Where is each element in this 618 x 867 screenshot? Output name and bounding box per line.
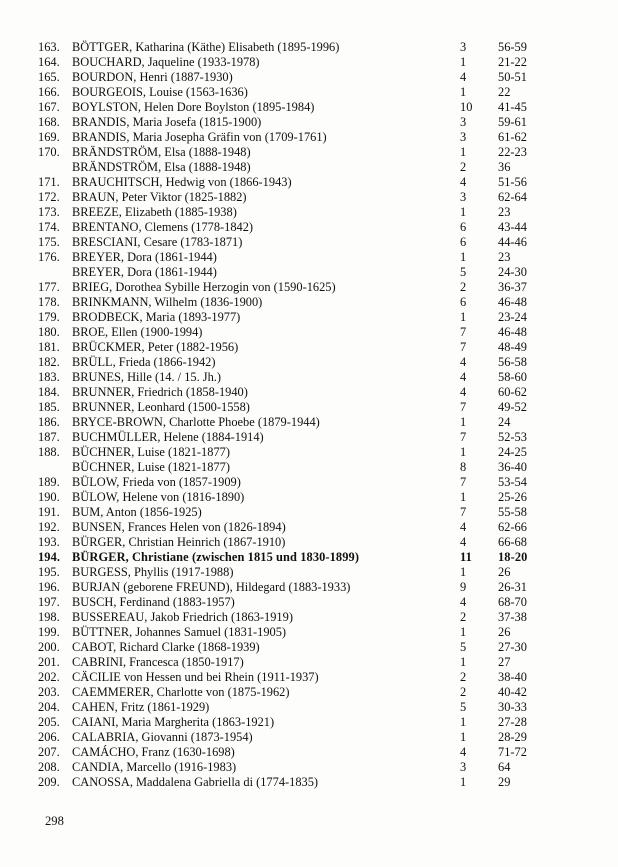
entry-number: 209. [38,775,60,789]
entry-name: BRÄNDSTRÖM, Elsa (1888-1948) [72,145,251,159]
index-row [0,205,618,220]
entry-number: 190. [38,490,60,504]
index-row [0,670,618,685]
entry-name: CAHEN, Fritz (1861-1929) [72,700,210,714]
entry-number: 207. [38,745,60,759]
entry-number: 197. [38,595,60,609]
entry-number: 198. [38,610,60,624]
entry-pages: 46-48 [498,295,527,309]
entry-number: 208. [38,760,60,774]
entry-name: BUSSEREAU, Jakob Friedrich (1863-1919) [72,610,293,624]
entry-number: 200. [38,640,60,654]
entry-count: 7 [460,400,467,414]
entry-pages: 68-70 [498,595,527,609]
index-row [0,655,618,670]
entry-number: 206. [38,730,60,744]
entry-number: 204. [38,700,60,714]
index-row [0,430,618,445]
entry-number: 191. [38,505,60,519]
entry-pages: 23 [498,250,511,264]
entry-count: 4 [460,520,467,534]
entry-name: BUCHMÜLLER, Helene (1884-1914) [72,430,264,444]
entry-count: 1 [460,625,467,639]
index-row [0,130,618,145]
index-row [0,85,618,100]
entry-number: 172. [38,190,60,204]
entry-name: BUSCH, Ferdinand (1883-1957) [72,595,235,609]
entry-pages: 22 [498,85,511,99]
entry-count: 4 [460,745,467,759]
entry-count: 6 [460,235,467,249]
entry-count: 4 [460,355,467,369]
index-row [0,235,618,250]
index-row [0,610,618,625]
entry-count: 7 [460,430,467,444]
entry-count: 4 [460,535,467,549]
entry-pages: 50-51 [498,70,527,84]
entry-count: 2 [460,685,467,699]
index-row [0,355,618,370]
index-row [0,775,618,790]
entry-number: 164. [38,55,60,69]
entry-name: BRUNNER, Leonhard (1500-1558) [72,400,250,414]
entry-count: 4 [460,595,467,609]
index-row [0,400,618,415]
entry-pages: 41-45 [498,100,527,114]
entry-name: BUM, Anton (1856-1925) [72,505,202,519]
entry-number: 163. [38,40,60,54]
entry-count: 1 [460,775,467,789]
entry-count: 7 [460,475,467,489]
entry-number: 167. [38,100,60,114]
entry-count: 4 [460,370,467,384]
entry-name: BÜLOW, Helene von (1816-1890) [72,490,245,504]
entry-number: 202. [38,670,60,684]
entry-name: BREYER, Dora (1861-1944) [72,265,217,279]
page-number: 298 [45,814,64,828]
index-row [0,700,618,715]
entry-pages: 38-40 [498,670,527,684]
entry-pages: 23-24 [498,310,527,324]
index-row [0,100,618,115]
index-row [0,460,618,475]
entry-name: BOURGEOIS, Louise (1563-1636) [72,85,248,99]
entry-name: BOURDON, Henri (1887-1930) [72,70,233,84]
entry-count: 1 [460,415,467,429]
index-row [0,70,618,85]
entry-number: 178. [38,295,60,309]
entry-name: BOUCHARD, Jaqueline (1933-1978) [72,55,260,69]
entry-pages: 49-52 [498,400,527,414]
entry-pages: 48-49 [498,340,527,354]
entry-pages: 46-48 [498,325,527,339]
index-row [0,715,618,730]
entry-count: 6 [460,220,467,234]
entry-count: 1 [460,310,467,324]
entry-pages: 53-54 [498,475,527,489]
entry-name: BRENTANO, Clemens (1778-1842) [72,220,254,234]
index-row [0,640,618,655]
index-row [0,175,618,190]
index-row [0,445,618,460]
entry-pages: 58-60 [498,370,527,384]
entry-pages: 27-30 [498,640,527,654]
index-row [0,505,618,520]
entry-count: 1 [460,655,467,669]
entry-count: 2 [460,160,467,174]
entry-name: CAEMMERER, Charlotte von (1875-1962) [72,685,290,699]
entry-count: 1 [460,715,467,729]
entry-name: BÜTTNER, Johannes Samuel (1831-1905) [72,625,287,639]
entry-pages: 56-58 [498,355,527,369]
entry-count: 4 [460,70,467,84]
entry-name: CAIANI, Maria Margherita (1863-1921) [72,715,275,729]
entry-number: 170. [38,145,60,159]
entry-name: CÄCILIE von Hessen und bei Rhein (1911-1937) [72,670,319,684]
entry-name: BRINKMANN, Wilhelm (1836-1900) [72,295,263,309]
entry-name: BÜRGER, Christiane (zwischen 1815 und 1830-1899) [72,550,360,564]
entry-count: 1 [460,565,467,579]
entry-count: 1 [460,145,467,159]
entry-pages: 24-30 [498,265,527,279]
index-row [0,625,618,640]
entry-number: 188. [38,445,60,459]
entry-count: 5 [460,640,467,654]
entry-pages: 62-64 [498,190,527,204]
entry-name: BRÜCKMER, Peter (1882-1956) [72,340,239,354]
entry-name: BRIEG, Dorothea Sybille Herzogin von (1590-1625) [72,280,336,294]
entry-count: 1 [460,730,467,744]
entry-name: BRAUN, Peter Viktor (1825-1882) [72,190,247,204]
entry-pages: 40-42 [498,685,527,699]
entry-count: 3 [460,760,467,774]
entry-pages: 51-56 [498,175,527,189]
index-row [0,385,618,400]
entry-name: BURJAN (geborene FREUND), Hildegard (1883-1933) [72,580,351,594]
entry-pages: 21-22 [498,55,527,69]
entry-pages: 28-29 [498,730,527,744]
entry-number: 165. [38,70,60,84]
entry-pages: 61-62 [498,130,527,144]
index-row [0,250,618,265]
index-row [0,280,618,295]
entry-number: 179. [38,310,60,324]
index-row [0,40,618,55]
entry-count: 9 [460,580,467,594]
index-list [0,40,618,790]
entry-number: 166. [38,85,60,99]
entry-number: 176. [38,250,60,264]
index-row [0,295,618,310]
index-row [0,760,618,775]
index-row [0,190,618,205]
entry-pages: 22-23 [498,145,527,159]
entry-number: 195. [38,565,60,579]
index-row [0,685,618,700]
index-row [0,490,618,505]
entry-number: 183. [38,370,60,384]
entry-count: 11 [460,550,472,564]
entry-pages: 44-46 [498,235,527,249]
entry-pages: 64 [498,760,511,774]
entry-count: 2 [460,610,467,624]
index-row [0,580,618,595]
entry-name: BÜRGER, Christian Heinrich (1867-1910) [72,535,286,549]
entry-number: 187. [38,430,60,444]
entry-number: 184. [38,385,60,399]
index-row [0,370,618,385]
entry-pages: 43-44 [498,220,527,234]
index-row [0,550,618,565]
index-row [0,160,618,175]
entry-number: 201. [38,655,60,669]
entry-count: 1 [460,490,467,504]
entry-name: BÖTTGER, Katharina (Käthe) Elisabeth (1895-1996) [72,40,340,54]
entry-name: BRÜLL, Frieda (1866-1942) [72,355,216,369]
index-row [0,55,618,70]
entry-name: CALABRIA, Giovanni (1873-1954) [72,730,253,744]
index-row [0,520,618,535]
entry-pages: 24-25 [498,445,527,459]
entry-count: 7 [460,325,467,339]
entry-count: 1 [460,250,467,264]
entry-pages: 55-58 [498,505,527,519]
entry-name: BREEZE, Elizabeth (1885-1938) [72,205,237,219]
entry-name: BUNSEN, Frances Helen von (1826-1894) [72,520,286,534]
entry-count: 7 [460,505,467,519]
entry-pages: 36 [498,160,511,174]
index-row [0,745,618,760]
entry-number: 185. [38,400,60,414]
entry-count: 8 [460,460,467,474]
entry-number: 193. [38,535,60,549]
entry-name: BRÄNDSTRÖM, Elsa (1888-1948) [72,160,251,174]
entry-number: 182. [38,355,60,369]
entry-name: BROE, Ellen (1900-1994) [72,325,203,339]
entry-name: CAMÁCHO, Franz (1630-1698) [72,745,235,759]
entry-name: BRAUCHITSCH, Hedwig von (1866-1943) [72,175,292,189]
index-row [0,415,618,430]
index-row [0,325,618,340]
entry-count: 3 [460,130,467,144]
entry-pages: 26-31 [498,580,527,594]
entry-number: 168. [38,115,60,129]
entry-name: CANOSSA, Maddalena Gabriella di (1774-1835) [72,775,319,789]
entry-pages: 18-20 [498,550,528,564]
entry-number: 180. [38,325,60,339]
entry-pages: 27-28 [498,715,527,729]
entry-name: BÜCHNER, Luise (1821-1877) [72,445,230,459]
entry-count: 6 [460,295,467,309]
entry-pages: 27 [498,655,511,669]
entry-number: 186. [38,415,60,429]
entry-pages: 30-33 [498,700,527,714]
entry-count: 1 [460,205,467,219]
entry-number: 192. [38,520,60,534]
entry-pages: 52-53 [498,430,527,444]
entry-number: 169. [38,130,60,144]
entry-pages: 62-66 [498,520,527,534]
index-row [0,340,618,355]
entry-pages: 23 [498,205,511,219]
entry-number: 199. [38,625,60,639]
index-row [0,115,618,130]
index-row [0,535,618,550]
index-row [0,475,618,490]
entry-name: BOYLSTON, Helen Dore Boylston (1895-1984) [72,100,315,114]
entry-number: 194. [38,550,61,564]
entry-count: 7 [460,340,467,354]
entry-name: BÜCHNER, Luise (1821-1877) [72,460,230,474]
entry-pages: 60-62 [498,385,527,399]
entry-name: BREYER, Dora (1861-1944) [72,250,217,264]
entry-name: BURGESS, Phyllis (1917-1988) [72,565,234,579]
entry-count: 3 [460,40,467,54]
entry-number: 174. [38,220,60,234]
entry-count: 5 [460,700,467,714]
entry-number: 205. [38,715,60,729]
entry-name: BRESCIANI, Cesare (1783-1871) [72,235,243,249]
entry-number: 196. [38,580,60,594]
entry-count: 10 [460,100,473,114]
entry-count: 5 [460,265,467,279]
entry-count: 1 [460,445,467,459]
entry-number: 181. [38,340,60,354]
entry-number: 173. [38,205,60,219]
entry-name: BRANDIS, Maria Josefa (1815-1900) [72,115,262,129]
entry-number: 171. [38,175,60,189]
entry-name: CANDIA, Marcello (1916-1983) [72,760,237,774]
entry-pages: 36-40 [498,460,527,474]
entry-pages: 59-61 [498,115,527,129]
index-row [0,220,618,235]
entry-name: BÜLOW, Frieda von (1857-1909) [72,475,241,489]
entry-pages: 24 [498,415,511,429]
entry-number: 189. [38,475,60,489]
entry-name: CABRINI, Francesca (1850-1917) [72,655,244,669]
entry-pages: 37-38 [498,610,527,624]
entry-pages: 56-59 [498,40,527,54]
index-row [0,145,618,160]
entry-number: 203. [38,685,60,699]
entry-count: 1 [460,55,467,69]
entry-count: 3 [460,115,467,129]
index-row [0,595,618,610]
entry-pages: 25-26 [498,490,527,504]
entry-count: 2 [460,670,467,684]
index-row [0,730,618,745]
entry-pages: 26 [498,565,511,579]
entry-name: BRUNNER, Friedrich (1858-1940) [72,385,248,399]
entry-pages: 36-37 [498,280,527,294]
entry-pages: 26 [498,625,511,639]
entry-name: BRODBECK, Maria (1893-1977) [72,310,241,324]
entry-pages: 71-72 [498,745,527,759]
entry-count: 1 [460,85,467,99]
index-row [0,265,618,280]
entry-pages: 29 [498,775,511,789]
entry-name: BRYCE-BROWN, Charlotte Phoebe (1879-1944) [72,415,320,429]
entry-number: 177. [38,280,60,294]
entry-count: 4 [460,385,467,399]
entry-number: 175. [38,235,60,249]
entry-name: BRUNES, Hille (14. / 15. Jh.) [72,370,222,384]
entry-pages: 66-68 [498,535,527,549]
entry-name: CABOT, Richard Clarke (1868-1939) [72,640,260,654]
entry-count: 4 [460,175,467,189]
index-row [0,565,618,580]
entry-count: 2 [460,280,467,294]
index-row [0,310,618,325]
entry-name: BRANDIS, Maria Josepha Gräfin von (1709-1761) [72,130,327,144]
entry-count: 3 [460,190,467,204]
